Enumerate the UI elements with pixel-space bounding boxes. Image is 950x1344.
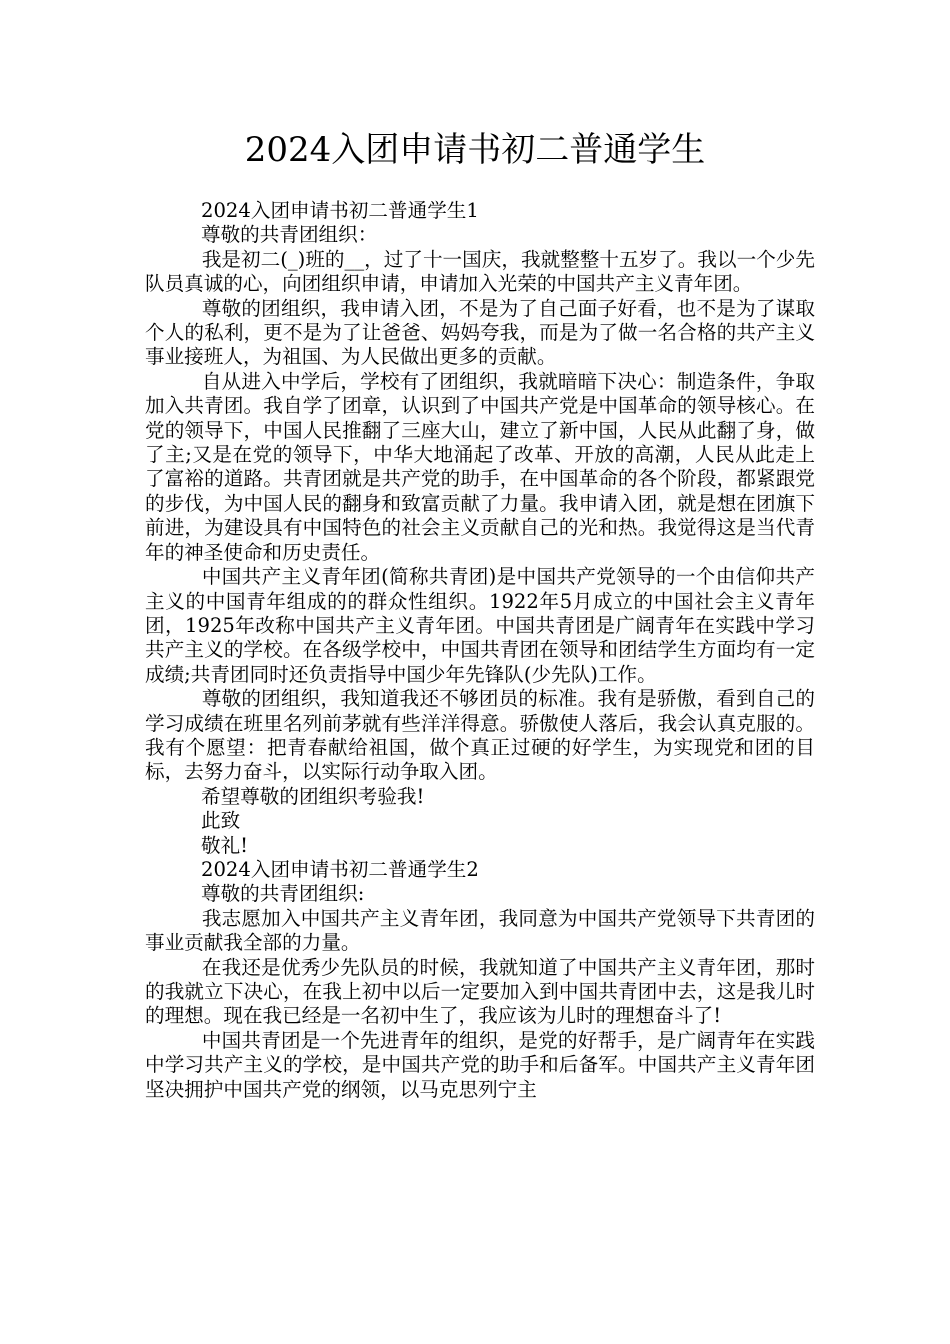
closing-line: 敬礼! — [201, 833, 249, 857]
paragraph: 我志愿加入中国共产主义青年团，我同意为中国共产党领导下共青团的事业贡献我全部的力量。 — [145, 906, 815, 955]
salutation-1: 尊敬的共青团组织： — [201, 223, 378, 247]
paragraph: 在我还是优秀少先队员的时候，我就知道了中国共产主义青年团，那时的我就立下决心，在我上初中以后一定要加入到中国共青团中去，这是我儿时的理想。现在我已经是一名初中生了，我应该为儿时的理想奋斗了! — [145, 955, 815, 1028]
paragraph: 尊敬的团组织，我申请入团，不是为了自己面子好看，也不是为了谋取个人的私利，更不是为了让爸爸、妈妈夸我，而是为了做一名合格的共产主义事业接班人，为祖国、为人民做出更多的贡献。 — [145, 296, 815, 369]
closing-line: 希望尊敬的团组织考验我! — [201, 784, 425, 808]
section-heading-2: 2024入团申请书初二普通学生2 — [201, 857, 479, 881]
closing-line: 此致 — [201, 809, 241, 833]
paragraph: 尊敬的团组织，我知道我还不够团员的标准。我有是骄傲，看到自己的学习成绩在班里名列前茅就有些洋洋得意。骄傲使人落后，我会认真克服的。我有个愿望：把青春献给祖国，做个真正过硬的好学生，为实现党和团的目标，去努力奋斗，以实际行动争取入团。 — [145, 687, 815, 784]
paragraph: 我是初二(_)班的__，过了十一国庆，我就整整十五岁了。我以一个少先队员真诚的心，向团组织申请，申请加入光荣的中国共产主义青年团。 — [145, 247, 815, 296]
section-heading-1: 2024入团申请书初二普通学生1 — [201, 199, 479, 222]
paragraph: 自从进入中学后，学校有了团组织，我就暗暗下决心：制造条件，争取加入共青团。我自学了团章，认识到了中国共产党是中国革命的领导核心。在党的领导下，中国人民推翻了三座大山，建立了新中国，人民从此翻了身，做了主;又是在党的领导下，中华大地涌起了改革、开放的高潮，人民从此走上了富裕的道路。共青团就是共产党的助手，在中国革命的各个阶段，都紧跟党的步伐，为中国人民的翻身和致富贡献了力量。我申请入团，就是想在团旗下前进，为建设具有中国特色的社会主义贡献自己的光和热。我觉得这是当代青年的神圣使命和历史责任。 — [145, 369, 815, 564]
document-body — [145, 199, 815, 1102]
salutation-2: 尊敬的共青团组织: — [201, 882, 365, 906]
document-title: 2024入团申请书初二普通学生 — [244, 130, 706, 170]
paragraph: 中国共产主义青年团(简称共青团)是中国共产党领导的一个由信仰共产主义的中国青年组成的的群众性组织。1922年5月成立的中国社会主义青年团，1925年改称中国共产主义青年团。中国共青团是广阔青年在实践中学习共产主义的学校。在各级学校中，中国共青团在领导和团结学生方面均有一定成绩;共青团同时还负责指导中国少年先锋队(少先队)工作。 — [145, 565, 815, 686]
paragraph: 中国共青团是一个先进青年的组织，是党的好帮手，是广阔青年在实践中学习共产主义的学校，是中国共产党的助手和后备军。中国共产主义青年团坚决拥护中国共产党的纲领，以马克思列宁主 — [145, 1028, 815, 1101]
